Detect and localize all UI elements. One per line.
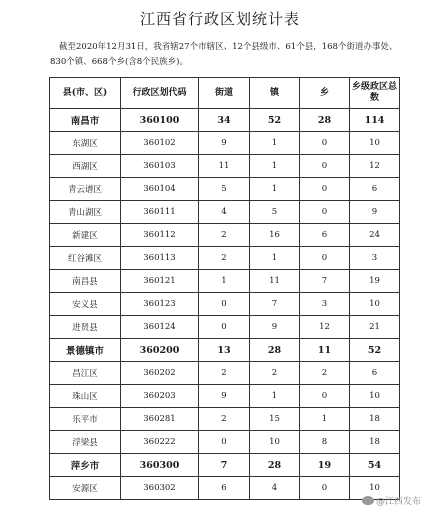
cell-town: 2 [250,362,300,385]
table-row [50,408,400,431]
cell-code: 360103 [121,155,199,178]
cell-code: 360121 [121,270,199,293]
cell-town: 28 [250,454,300,477]
table-row [50,201,400,224]
cell-street: 13 [199,339,250,362]
cell-street: 0 [199,316,250,339]
division-table [49,77,400,500]
cell-township: 1 [300,408,350,431]
cell-total: 54 [350,454,400,477]
cell-street: 0 [199,431,250,454]
cell-name: 昌江区 [50,362,121,385]
cell-street: 2 [199,408,250,431]
cell-town: 52 [250,109,300,132]
cell-town: 28 [250,339,300,362]
cell-total: 10 [350,385,400,408]
table-row [50,155,400,178]
cell-township: 0 [300,155,350,178]
cell-street: 5 [199,178,250,201]
cell-town: 10 [250,431,300,454]
cell-total: 24 [350,224,400,247]
table-row [50,178,400,201]
table-header-row [50,78,400,109]
header-total: 乡级政区总数 [350,78,400,109]
cell-total: 10 [350,132,400,155]
cell-name: 青云谱区 [50,178,121,201]
cell-code: 360104 [121,178,199,201]
table-row [50,339,400,362]
table-row [50,362,400,385]
cell-township: 2 [300,362,350,385]
cell-code: 360124 [121,316,199,339]
cell-town: 1 [250,132,300,155]
cell-town: 5 [250,201,300,224]
cell-name: 景德镇市 [50,339,121,362]
cell-code: 360102 [121,132,199,155]
cell-township: 0 [300,132,350,155]
watermark [362,494,421,507]
cell-street: 1 [199,270,250,293]
cell-town: 11 [250,270,300,293]
cell-code: 360111 [121,201,199,224]
cell-code: 360203 [121,385,199,408]
cell-total: 52 [350,339,400,362]
cell-code: 360281 [121,408,199,431]
cell-street: 9 [199,132,250,155]
cell-township: 19 [300,454,350,477]
weibo-logo-icon [362,496,374,505]
cell-total: 9 [350,201,400,224]
cell-township: 8 [300,431,350,454]
cell-township: 6 [300,224,350,247]
cell-street: 4 [199,201,250,224]
cell-name: 安义县 [50,293,121,316]
cell-street: 2 [199,247,250,270]
cell-township: 0 [300,385,350,408]
cell-street: 6 [199,477,250,500]
cell-street: 11 [199,155,250,178]
cell-street: 7 [199,454,250,477]
cell-town: 9 [250,316,300,339]
cell-total: 6 [350,178,400,201]
table-row [50,454,400,477]
cell-township: 3 [300,293,350,316]
table-row [50,247,400,270]
cell-street: 0 [199,293,250,316]
cell-township: 0 [300,201,350,224]
cell-name: 红谷滩区 [50,247,121,270]
cell-street: 34 [199,109,250,132]
cell-town: 1 [250,155,300,178]
cell-name: 青山湖区 [50,201,121,224]
table-row [50,316,400,339]
cell-total: 18 [350,431,400,454]
cell-name: 南昌县 [50,270,121,293]
table-row [50,224,400,247]
table-row [50,270,400,293]
cell-total: 18 [350,408,400,431]
cell-code: 360300 [121,454,199,477]
summary-note: 截至2020年12月31日，我省辖27个市辖区、12个县级市、61个县，168个街道办事处、830个镇、668个乡(含8个民族乡)。 [50,42,398,67]
cell-code: 360112 [121,224,199,247]
cell-township: 7 [300,270,350,293]
cell-total: 3 [350,247,400,270]
cell-township: 11 [300,339,350,362]
header-town: 镇 [250,78,300,109]
table-row [50,477,400,500]
cell-name: 东湖区 [50,132,121,155]
cell-street: 9 [199,385,250,408]
cell-total: 12 [350,155,400,178]
cell-name: 浮梁县 [50,431,121,454]
table-row [50,132,400,155]
cell-town: 1 [250,385,300,408]
cell-name: 南昌市 [50,109,121,132]
cell-code: 360202 [121,362,199,385]
cell-town: 4 [250,477,300,500]
cell-name: 珠山区 [50,385,121,408]
cell-total: 21 [350,316,400,339]
table-row [50,385,400,408]
cell-total: 10 [350,477,400,500]
cell-total: 10 [350,293,400,316]
header-street: 街道 [199,78,250,109]
cell-town: 7 [250,293,300,316]
cell-township: 0 [300,247,350,270]
cell-code: 360113 [121,247,199,270]
cell-code: 360222 [121,431,199,454]
header-name: 县(市、区) [50,78,121,109]
cell-total: 114 [350,109,400,132]
cell-name: 西湖区 [50,155,121,178]
header-township: 乡 [300,78,350,109]
cell-name: 安源区 [50,477,121,500]
header-code: 行政区划代码 [121,78,199,109]
cell-township: 0 [300,477,350,500]
cell-total: 6 [350,362,400,385]
cell-town: 15 [250,408,300,431]
cell-name: 新建区 [50,224,121,247]
cell-code: 360302 [121,477,199,500]
cell-code: 360123 [121,293,199,316]
cell-township: 28 [300,109,350,132]
cell-township: 12 [300,316,350,339]
cell-street: 2 [199,224,250,247]
cell-township: 0 [300,178,350,201]
table-row [50,109,400,132]
cell-town: 16 [250,224,300,247]
cell-name: 乐平市 [50,408,121,431]
cell-name: 萍乡市 [50,454,121,477]
table-row [50,293,400,316]
cell-street: 2 [199,362,250,385]
table-row [50,431,400,454]
cell-total: 19 [350,270,400,293]
cell-name: 进贤县 [50,316,121,339]
cell-code: 360100 [121,109,199,132]
cell-town: 1 [250,247,300,270]
page-title: 江西省行政区划统计表 [139,10,300,28]
cell-code: 360200 [121,339,199,362]
watermark-text: @江西发布 [376,497,422,507]
cell-town: 1 [250,178,300,201]
